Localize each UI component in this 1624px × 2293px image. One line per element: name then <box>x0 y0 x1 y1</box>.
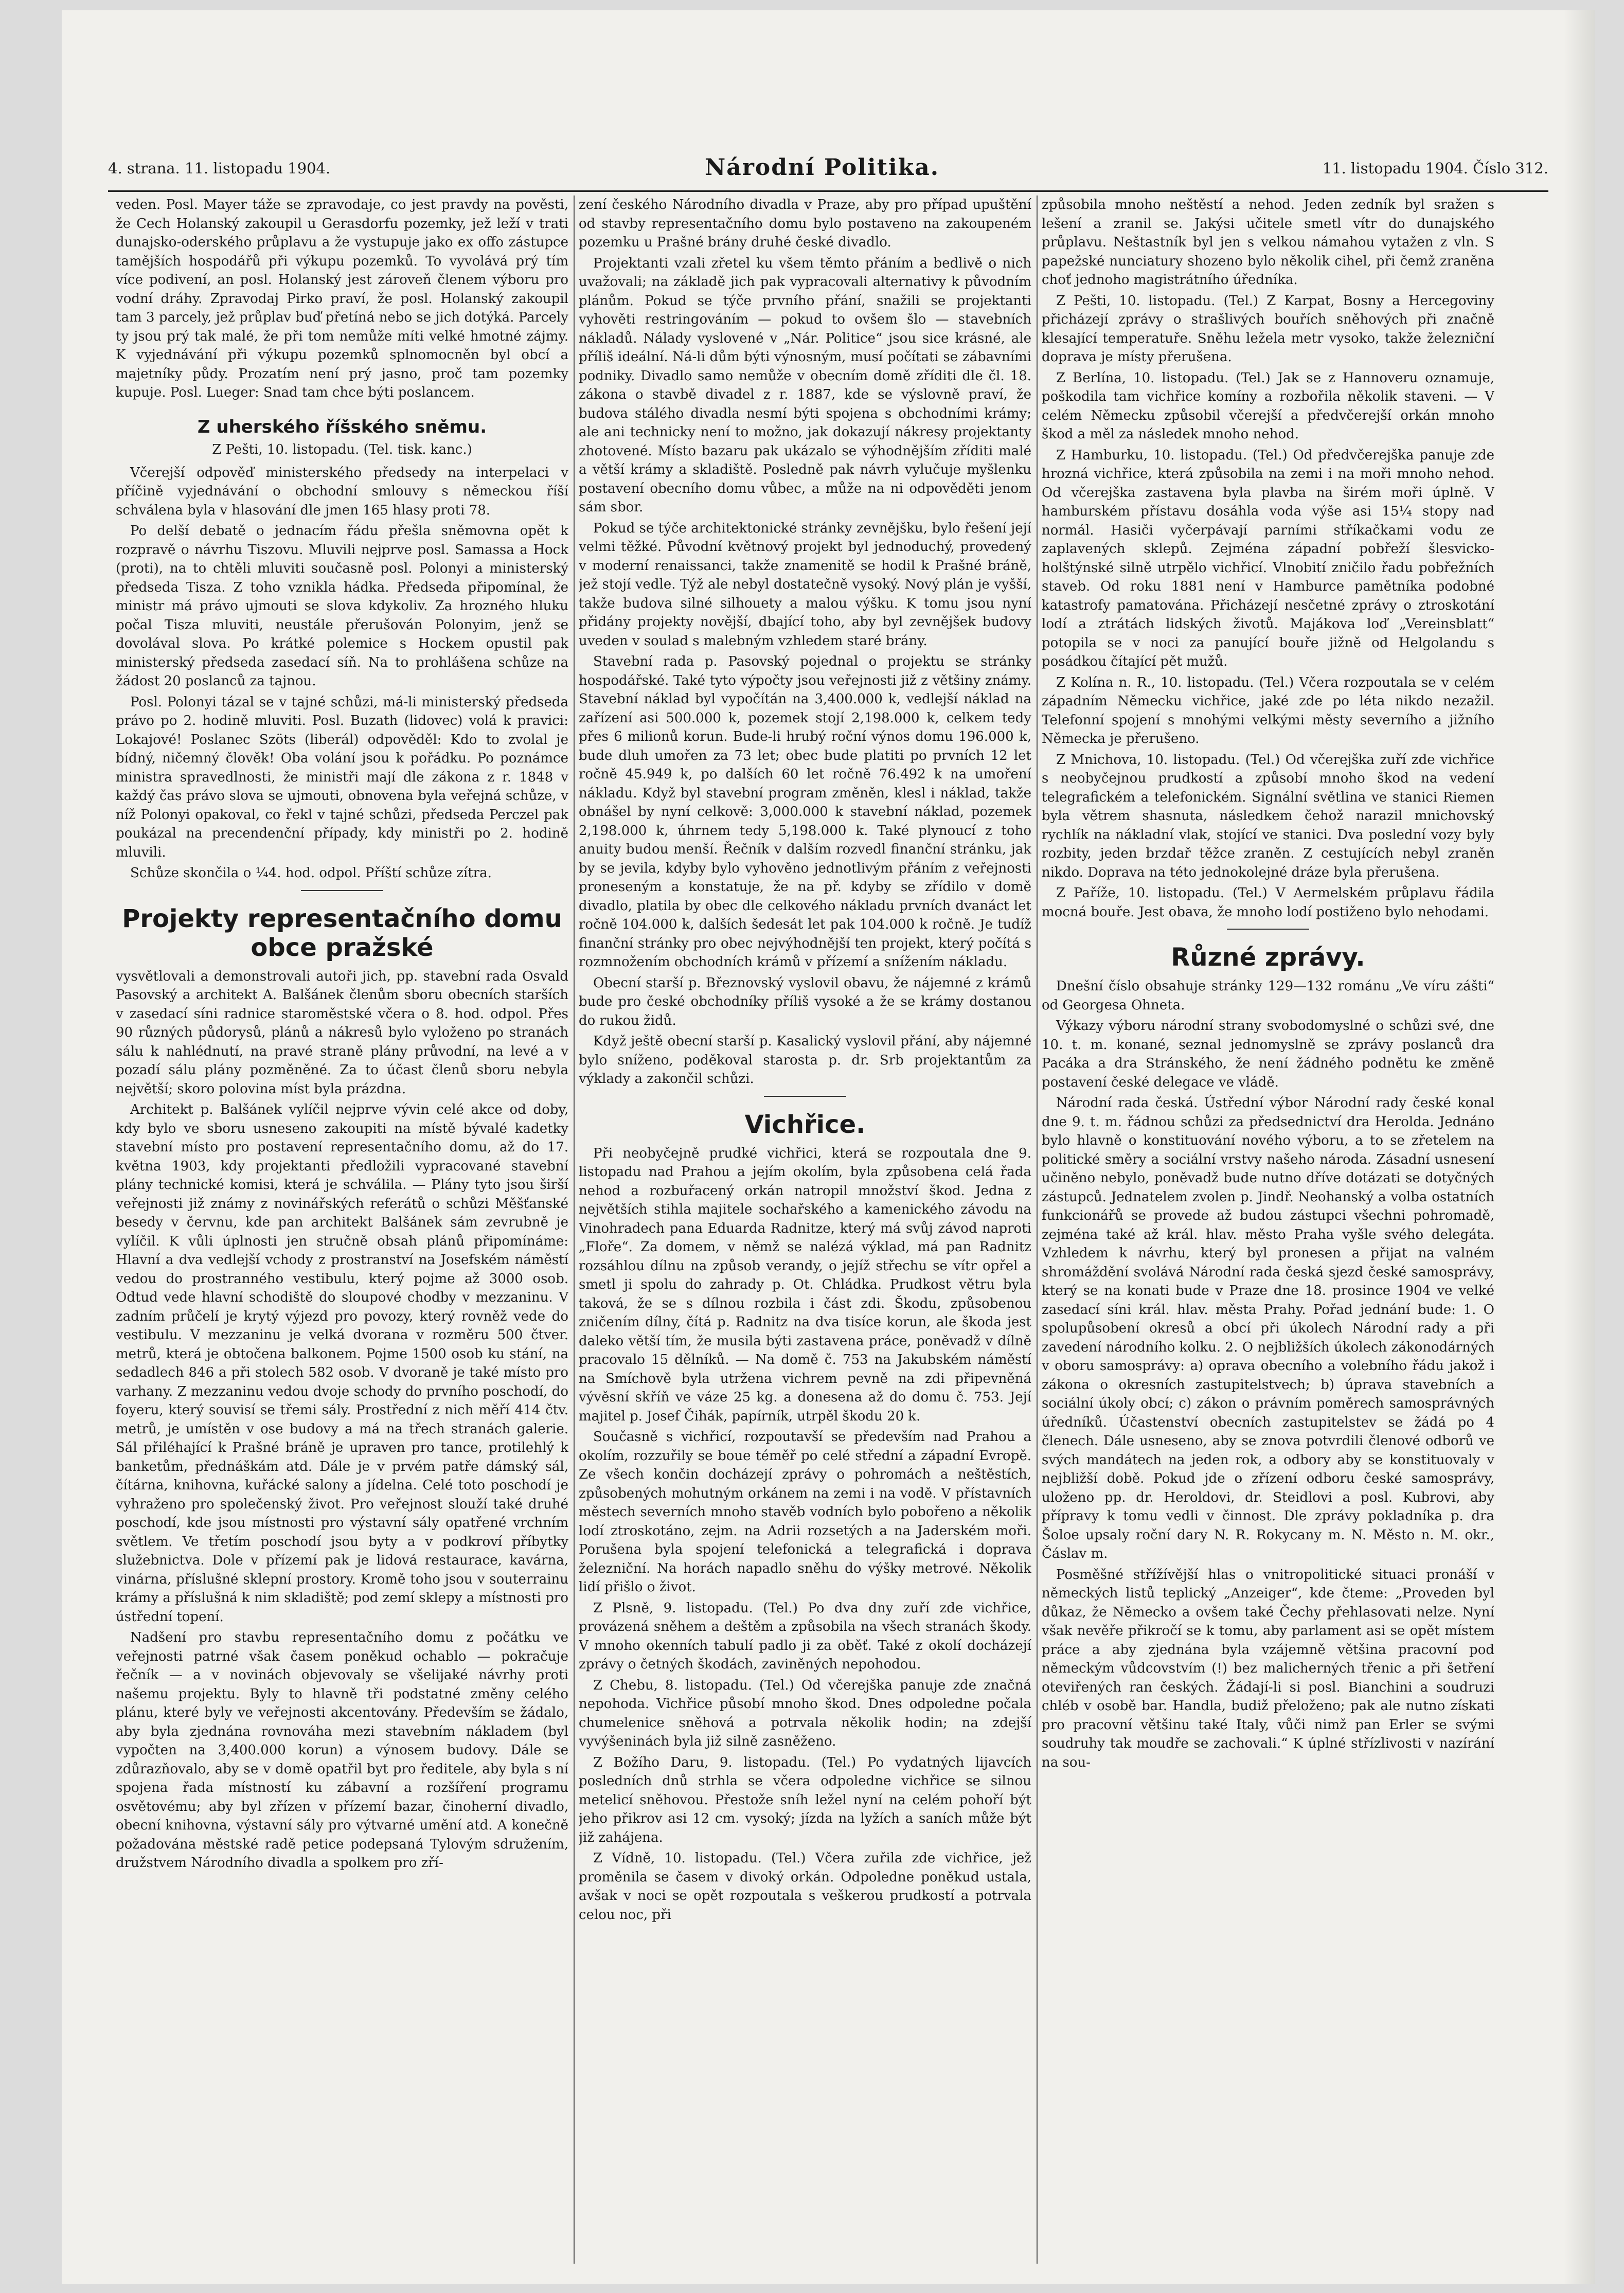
article-paragraph: Výkazy výboru národní strany svobodomyslné o schůzi své, dne 10. t. m. konané, seznal jednomyslně se zprávy poslanců dra Pacáka a dra Stránského, že není žádného podnětu ke změně postavení české delegace ve vládě. <box>1042 1018 1494 1090</box>
article-paragraph: Včerejší odpověď ministerského předsedy na interpelaci v příčině vyjednávání o obchodní smlouvy s německou říší schválena byla v hlasování dle jmen 165 hlasy proti 78. <box>116 465 568 518</box>
article-paragraph: Posměšné střížívější hlas o vnitropolitické situaci pronáší v německých listů teplický „Anzeiger“, kde čteme: „Proveden byl důkaz, že Německo a ovšem také Čechy přehlasovati nelze. Nyní však nevěře přikročí se k tomu, aby parlament asi se opět místem práce a aby zjednána byla vzájemně většina pracovní pod německým vůdcovstvím (!) bez malicherných třenic a při šetření oteviřených ran českých. Žádají-li si posl. Bianchini a soudruzi chléb v osobě bar. Handla, budiž přeloženo; pak ale nutno získati pro pracovní většinu také Italy, vůči nimž pan Erler se svými soudruhy tak moudře se zachovali.“ K úplné střízlivosti v nazírání na sou- <box>1042 1567 1494 1770</box>
column-2 <box>579 195 1031 2264</box>
section-heading: Různé zprávy. <box>1171 943 1365 972</box>
header-page-date: 4. strana. 11. listopadu 1904. <box>108 159 331 177</box>
article-paragraph: Z Hamburku, 10. listopadu. (Tel.) Od předvčerejška panuje zde hrozná vichřice, která způsobila na zemi i na moři mnoho nehod. Od včerejška zastavena byla plavba na širém moři úplně. V hamburském přístavu dosáhla voda výše asi 15¼ stopy nad normál. Hasiči vyčerpávají parními stříkačkami vodu ze zaplavených sklepů. Zejména západní pobřeží šlesvicko-holštýnské silně utrpělo vichřicí. Vlnobití zničilo řadu pobřežních staveb. Od roku 1881 není v Hamburce pamětníka podobné katastrofy pamatována. Přicházejí nesčetné zprávy o ztroskotání lodí a ztrátách lidských životů. Majákova loď „Vereinsblatt“ potopila se v noci za panující bouře jižně od Helgolandu s posádkou čítající pět mužů. <box>1042 447 1494 669</box>
article-paragraph: veden. Posl. Mayer táže se zpravodaje, co jest pravdy na pověsti, že Cech Holanský zakoupil u Gerasdorfu pozemky, jež leží v trati dunajsko-oderského průplavu a že vystupuje jako ex offo zástupce tamějších hospodářů při výkupu pozemků. To vyvolává prý tím více podivení, an posl. Holanský jest zároveň členem výboru pro vodní dráhy. Zpravodaj Pirko praví, že posl. Holanský zakoupil tam 3 parcely, jež průplav buď přetíná nebo se jich dotýká. Parcely ty jsou prý tak malé, že při tom nemůže míti velké hmotné zájmy. K vyjednávání při výkupu pozemků splnomocněn byl obcí a majetníky půdy. Prozatím není prý jasno, proč tam pozemky kupuje. Posl. Lueger: Snad tam chce býti poslancem. <box>116 197 568 400</box>
article-paragraph: Z Chebu, 8. listopadu. (Tel.) Od včerejška panuje zde značná nepohoda. Vichřice působí mnoho škod. Dnes odpoledne počala chumelenice sněhová a potrvala několik hodin; na zdejší vyvýšeninách byla již silně zasněženo. <box>579 1677 1031 1749</box>
top-margin <box>62 10 1595 129</box>
column-3 <box>1042 195 1494 2264</box>
column-divider <box>574 195 575 2264</box>
article-paragraph: Z Paříže, 10. listopadu. (Tel.) V Aermelském průplavu řádila mocná bouře. Jest obava, že mnoho lodí postiženo bylo nehodami. <box>1042 885 1494 920</box>
article-paragraph: Z Božího Daru, 9. listopadu. (Tel.) Po vydatných lijavcích posledních dnů strhla se včera odpoledne vichřice se silnou metelicí sněhovou. Přestože sníh ležel nyní na celém pohoří být jeho přikrov asi 12 cm. vysoký; jízda na lyžích a saních může být již zahájena. <box>579 1754 1031 1845</box>
article-paragraph: Obecní starší p. Březnovský vyslovil obavu, že nájemné z krámů bude pro české obchodníky příliš vysoké a že se krámy dostanou do rukou židů. <box>579 975 1031 1028</box>
article-paragraph: zení českého Národního divadla v Praze, aby pro případ upuštění od stavby representačního domu bylo postaveno na zakoupeném pozemku u Prašné brány druhé české divadlo. <box>579 197 1031 250</box>
article-paragraph: vysvětlovali a demonstrovali autoři jich, pp. stavební rada Osvald Pasovský a architekt A. Balšánek členům sboru obecních starších v zasedací síni radnice staroměstské včera o 8. hod. odpol. Přes 90 různých půdorysů, plánů a nákresů bylo vyloženo po stranách sálu k nahlédnutí, na pravé straně plány průvodní, na levé a v pozadí sálu plány pozměněné. Za to účast členů sboru nebyla největší; skoro polovina míst byla prázdna. <box>116 968 568 1097</box>
header-issue-number: 11. listopadu 1904. Číslo 312. <box>1322 159 1548 177</box>
article-paragraph: způsobila mnoho neštěstí a nehod. Jeden zedník byl sražen s lešení a zranil se. Jakýsi učitele smetl vítr do dunajského průplavu. Neštastník byl jen s velkou námahou vytažen z vln. S papežské nunciatury shozeno bylo několik cihel, při čemž zraněna choť jednoho magistrátního úředníka. <box>1042 197 1494 288</box>
column-divider <box>1037 195 1038 2264</box>
article-paragraph: Projektanti vzali zřetel ku všem těmto přáním a bedlivě o nich uvažovali; na základě jich pak vypracovali alternativy k původním plánům. Pokud se týče prvního přání, snažili se projektanti vyhověti restringováním — pokud to ovšem šlo — stavebních nákladů. Nálady vyslovené v „Nár. Politice“ jsou sice krásné, ale příliš ideální. Ná-li dům býti výnosným, musí počítati se zábavními podniky. Divadlo samo nemůže v obecním domě zříditi dle čl. 18. zákona o stavbě divadel z r. 1887, kde se výslovně praví, že budova stálého divadla nesmí býti spojena s obchodními krámy; ale ani technicky není to možno, jak dokazují nákresy projektanty zhotovené. Místo bazaru pak ukázalo se výhodnějším zříditi malé a větší krámy a skladiště. Posledně pak návrh vylučuje myšlenku postavení obecního domu vůbec, a může na ni odpověděti jenom sám sbor. <box>579 255 1031 515</box>
article-paragraph: Posl. Polonyi tázal se v tajné schůzi, má-li ministerský předseda právo po 2. hodině mluviti. Posl. Buzath (lidovec) volá k pravici: Lokajové! Poslanec Szöts (liberál) odpověděl: Kdo to zvolal je bídný, ničemný člověk! Oba volání jsou k pořádku. Po poznámce ministra spravedlnosti, že ministři mají dle zákona z r. 1848 v každý čas právo slova se ujmouti, obnovena byla veřejná schůze, v níž Polonyi opakoval, co řekl v tajné schůzi, předseda Perczel pak poukázal na precendenční případy, kdy ministři po 2. hodině mluvili. <box>116 694 568 860</box>
article-heading: Z uherského říšského sněmu. <box>197 416 487 437</box>
article-paragraph: Nadšení pro stavbu representačního domu z počátku ve veřejnosti patrné však časem poněkud ochablo — pokračuje řečník — a v novinách objevovaly se všelijaké návrhy proti našemu projektu. Byly to hlavně tři podstatné změny celého plánu, které byly ve veřejnosti akcentovány. Především se žádalo, aby byla zjednána rovnováha mezi stavebním nákladem (byl vypočten na 3,400.000 korun) a výnosem budovy. Dále se zdůrazňovalo, aby se v domě opatřil byt pro ředitele, aby byla s ní spojena řada místností ku zábavní a rozšíření programu osvětovému; aby byl zřízen v přízemí bazar, činoherní divadlo, obecní knihovna, výstavní sály pro výtvarné umění atd. A konečně požadována městské radě petice podepsaná Tylovým sdružením, družstvem Národního divadla a spolkem pro zří- <box>116 1630 568 1871</box>
separator <box>764 1096 846 1097</box>
article-paragraph: Z Plsně, 9. listopadu. (Tel.) Po dva dny zuří zde vichřice, provázená sněhem a deštěm a způsobila na všech stranách škody. V mnoho okenních tabulí padlo ji za oběť. Také z okolí docházejí zprávy o četných škodách, zaviněných nepohodou. <box>579 1600 1031 1672</box>
separator <box>1227 929 1309 930</box>
article-paragraph: Když ještě obecní starší p. Kasalický vyslovil přání, aby nájemné bylo sníženo, poděkoval starosta p. dr. Srb projektantům za výklady a zakončil schůzi. <box>579 1034 1031 1087</box>
article-paragraph: Architekt p. Balšánek vylíčil nejprve vývin celé akce od doby, kdy bylo ve sboru usneseno zakoupiti na místě bývalé kadetky stavební místo pro postavení representačního domu, až do 17. května 1903, kdy projektanti předložili vypracované stavební plány technické komisi, která je schválila. — Plány tyto jsou širší veřejnosti již známy z novinářských referátů o schůzi Měšťanské besedy v červnu, kde pan architekt Balšánek sám zevrubně je vylíčil. K vůli úplnosti jen stručně obsah plánů připomínáme: Hlavní a dva vedlejší vchody z prostranství na Josefském náměstí vedou do prostranného vestibulu, který pojme až 3000 osob. Odtud vede hlavní schodiště do sloupové chodby v mezzaninu. V zadním průčelí je krytý výjezd pro povozy, který rovněž vede do vestibulu. V mezzaninu je velká dvorana v rozměru 500 čtver. metrů, která je obtočena balkonem. Pojme 1500 osob ku stání, na sedadlech 846 a při stolech 582 osob. V dvoraně je také místo pro varhany. Z mezzaninu vedou dvoje schody do prvního poschodí, do foyeru, který souvisí se třemi sály. Prostřední z nich měří 414 čtv. metrů, je umístěn v ose budovy a má na třech stranách galerie. Sál přiléhající k Prašné bráně je upraven pro tance, protilehlý k banketům, přednáškám atd. Dále je v prvém patře dámský sál, čítárna, knihovna, kuřácké salony a jídelna. Celé toto poschodí je vyhraženo pro společenský život. Pro veřejnost slouží také druhé poschodí, kde jsou místnosti pro výstavní sály opatřené vrchním světlem. Ve třetím poschodí jsou byty a v podkroví příbytky služebnictva. Dole v přízemí pak je lidová restaurace, kavárna, vinárna, příslušné sklepní prostory. Kromě toho jsou v souterrainu krámy a příslušná k nim skladiště; pod zemí sklepy a místnosti pro ústřední topení. <box>116 1102 568 1625</box>
article-paragraph: Z Berlína, 10. listopadu. (Tel.) Jak se z Hannoveru oznamuje, poškodila tam vichřice komíny a rozbořila několik staveni. — V celém Německu způsobil včerejší a předvčerejší orkán mnoho škod a měl za následek mnoho nehod. <box>1042 370 1494 442</box>
column-1 <box>116 195 568 2264</box>
article-paragraph: Po delší debatě o jednacím řádu přešla sněmovna opět k rozpravě o návrhu Tiszovu. Mluvili nejprve posl. Samassa a Hock (proti), na to chtěli mluviti současně posl. Polonyi a ministerský předseda Tisza. Z toho vznikla hádka. Předseda připomínal, že ministr má právo ujmouti se slova kdykoliv. Za hrozného hluku počal Tisza mluviti, neustále přerušován Polonyim, jenž se dovolával slova. Po krátké polemice s Hockem opustil pak ministerský předseda zasedací síň. Na to prohlášena schůze na žádost 20 poslanců za tajnou. <box>116 523 568 689</box>
newspaper-page <box>62 10 1595 2284</box>
article-dateline: Z Pešti, 10. listopadu. (Tel. tisk. kanc.) <box>212 442 472 457</box>
article-paragraph: Současně s vichřicí, rozpoutavší se především nad Prahou a okolím, rozzuřily se boue téměř po celé střední a západní Evropě. Ze všech končin docházejí zprávy o pohromách a neštěstích, způsobených mohutným orkánem na zemi i na vodě. V přístavních městech severních mnoho stavěb vodních bylo pobořeno a několik lodí ztroskotáno, zejm. na Adrii rozsetých a na Jaderském moři. Porušena byla spojení telefonická a telegrafická i doprava železniční. Na horách napadlo sněhu do výšky metrové. Několik lidí přišlo o život. <box>579 1429 1031 1595</box>
article-paragraph: Schůze skončila o ¼4. hod. odpol. Příští schůze zítra. <box>130 865 492 881</box>
article-paragraph: Z Vídně, 10. listopadu. (Tel.) Včera zuřila zde vichřice, jež proměnila se časem v divoký orkán. Odpoledne poněkud ustala, avšak v noci se opět rozpoutala s veškerou prudkostí a potrvala celou noc, při <box>579 1851 1031 1923</box>
header-masthead: Národní Politika. <box>705 154 940 181</box>
article-paragraph: Při neobyčejně prudké vichřici, která se rozpoutala dne 9. listopadu nad Prahou a jejím okolím, byla způsobena celá řada nehod a rozbuřacený orkán natropil množství škod. Jedna z největších stihla majitele sochařského a kamenického závodu na Vinohradech pana Eduarda Radnitze, který má svůj závod naproti „Floře“. Za domem, v němž se nalézá výklad, má pan Radnitz rozsáhlou dílnu na způsob verandy, o jejíž střechu se vítr opřel a smetl ji spolu do zahrady p. Ot. Chládka. Prudkost větru byla taková, že se s dílnou rozbila i část zdi. Škodu, způsobenou zničením dílny, čítá p. Radnitz na dva tisíce korun, ale škoda jest daleko větší tím, že musila býti zastavena práce, poněvadž v dílně pracovalo 15 dělníků. — Na domě č. 753 na Jakubském náměstí na Smíchově byla utržena vichrem pevně na zdi připevněná vývěsní skříň ve váze 25 kg. a donesena až do domu č. 753. Její majitel p. Josef Čihák, papírník, utrpěl škodu 20 k. <box>579 1145 1031 1424</box>
page-header <box>108 154 1548 185</box>
header-rule <box>108 190 1548 192</box>
article-heading: Vichřice. <box>744 1110 866 1139</box>
article-paragraph: Pokud se týče architektonické stránky zevnějšku, bylo řešení její velmi těžké. Původní květnový projekt byl jednoduchý, provedený v moderní renaissanci, takže znamenitě se hodil k Prašné bráně, jež stojí vedle. Týž ale nebyl dostatečně vysoký. Nový plán je vyšší, takže budova silné silhouety a malou výšku. K tomu jsou nyní přidány projekty novější, dbající toho, aby byl zevnějšek budovy uveden v soulad s malebným vzhledem staré brány. <box>579 520 1031 649</box>
page-edge-shadow <box>1564 10 1595 2284</box>
article-paragraph: Dnešní číslo obsahuje stránky 129—132 románu „Ve víru zášti“ od Georgesa Ohneta. <box>1042 979 1494 1013</box>
article-heading: Projekty representačního domu obce pražské <box>122 904 562 962</box>
article-paragraph: Z Mnichova, 10. listopadu. (Tel.) Od včerejška zuří zde vichřice s neobyčejnou prudkostí a způsobí mnoho škod na vedení telegrafickém a telefonickém. Signální světlina ve stanici Riemen byla větrem shasnuta, následkem čehož narazil mnichovský rychlík na nákladní vlak, stojící ve stanici. Dva poslední vozy byly rozbity, jeden brzdař těžce zraněn. Z cestujících nebyl zraněn nikdo. Doprava na této jednokolejné dráze byla přerušena. <box>1042 752 1494 880</box>
article-paragraph: Stavební rada p. Pasovský pojednal o projektu se stránky hospodářské. Také tyto výpočty jsou veřejnosti již z většiny známy. Stavební náklad byl vypočítán na 3,400.000 k, vedlejší náklad na zařízení asi 500.000 k, pozemek stojí 2,198.000 k, celkem tedy přes 6 milionů korun. Bude-li hrubý roční výnos domu 196.000 k, bude dluh umořen za 73 let; obec bude platiti po prvních 12 let ročně 45.949 k, po dalších 60 let ročně 76.492 k na umoření nákladu. Když byl stavební program změněn, klesl i náklad, takže obnášel by nyní celkově: 3,000.000 k stavební náklad, pozemek 2,198.000 k, úhrnem tedy 5,198.000 k. Také plynoucí z toho anuity budou menší. Řečník v dalším rozvedl finanční stránku, jak by se jevila, kdyby bylo vyhověno jednotlivým přáním z veřejnosti proneseným a konstatuje, že na př. kdyby se zřídilo v domě divadlo, platila by obec dle celkového nákladu prvních dvanáct let ročně 104.000 k, dalších šedesát let pak 104.000 k ročně. Je tudíž finanční stránky pro obec nejvýhodnější ten projekt, který počítá s rozmnožením obchodních krámů v přízemí a snížením nákladu. <box>579 654 1031 970</box>
article-paragraph: Národní rada česká. Ústřední výbor Národní rady české konal dne 9. t. m. řádnou schůzi za předsednictví dra Herolda. Jednáno bylo hlavně o konstituování nového výboru, a to se zřetelem na politické směry a sociální vrstvy našeho národa. Zásadní usnesení učiněno nebylo, poněvadž bude nutno dříve dotázati se dotyčných zástupců. Jednatelem zvolen p. Jindř. Neohanský a volba ostatních funkcionářů se provede až budou zástupci všechni pohromadě, zejména také až král. hlav. město Praha vyšle svého delegáta. Vzhledem k návrhu, který byl pronesen a přijat na valném shromáždění svolává Národní rada česká sjezd české samosprávy, který se na konati bude v Praze dne 18. prosince 1904 ve velké zasedací síni král. hlav. města Prahy. Pořad jednání bude: 1. O spolupůsobení okresů a obcí při úkolech Národní rady a při zavedení národního kolku. 2. O nejbližších úkolech zákonodárných v oboru samosprávy: a) oprava obecního a volebního řádu jakož i zákona o okresních zastupitelstvech; b) úprava stavebních a sociální úkoly obcí; c) zákon o právním poměrech samosprávných úředníků. Účastenství obecních zastupitelstev se žádá po 4 členech. Dále usneseno, aby se znova potvrdili členové odborů ve svých mandátech na jeden rok, a odbory aby se konstituovaly v nejbližší době. Pokud jde o zřízení odboru české samosprávy, uloženo pp. dr. Heroldovi, dr. Steidlovi a posl. Kubrovi, aby přípravy k tomu vedli v činnost. Dle zprávy pokladníka p. dra Šoloe upsaly roční dary N. R. Rokycany m. N. Město n. M. okr., Čáslav m. <box>1042 1095 1494 1561</box>
separator <box>301 890 383 891</box>
article-paragraph: Z Pešti, 10. listopadu. (Tel.) Z Karpat, Bosny a Hercegoviny přicházejí zprávy o strašlivých bouřích sněhových při značně klesající temperatuře. Sněhu ležela metr vysoko, takže železniční doprava je místy přerušena. <box>1042 293 1494 365</box>
article-paragraph: Z Kolína n. R., 10. listopadu. (Tel.) Včera rozpoutala se v celém západním Německu vichřice, jaké zde po léta nikdo nezažil. Telefonní spojení s mnohými velkými městy severního a jižního Německa je přerušeno. <box>1042 674 1494 746</box>
